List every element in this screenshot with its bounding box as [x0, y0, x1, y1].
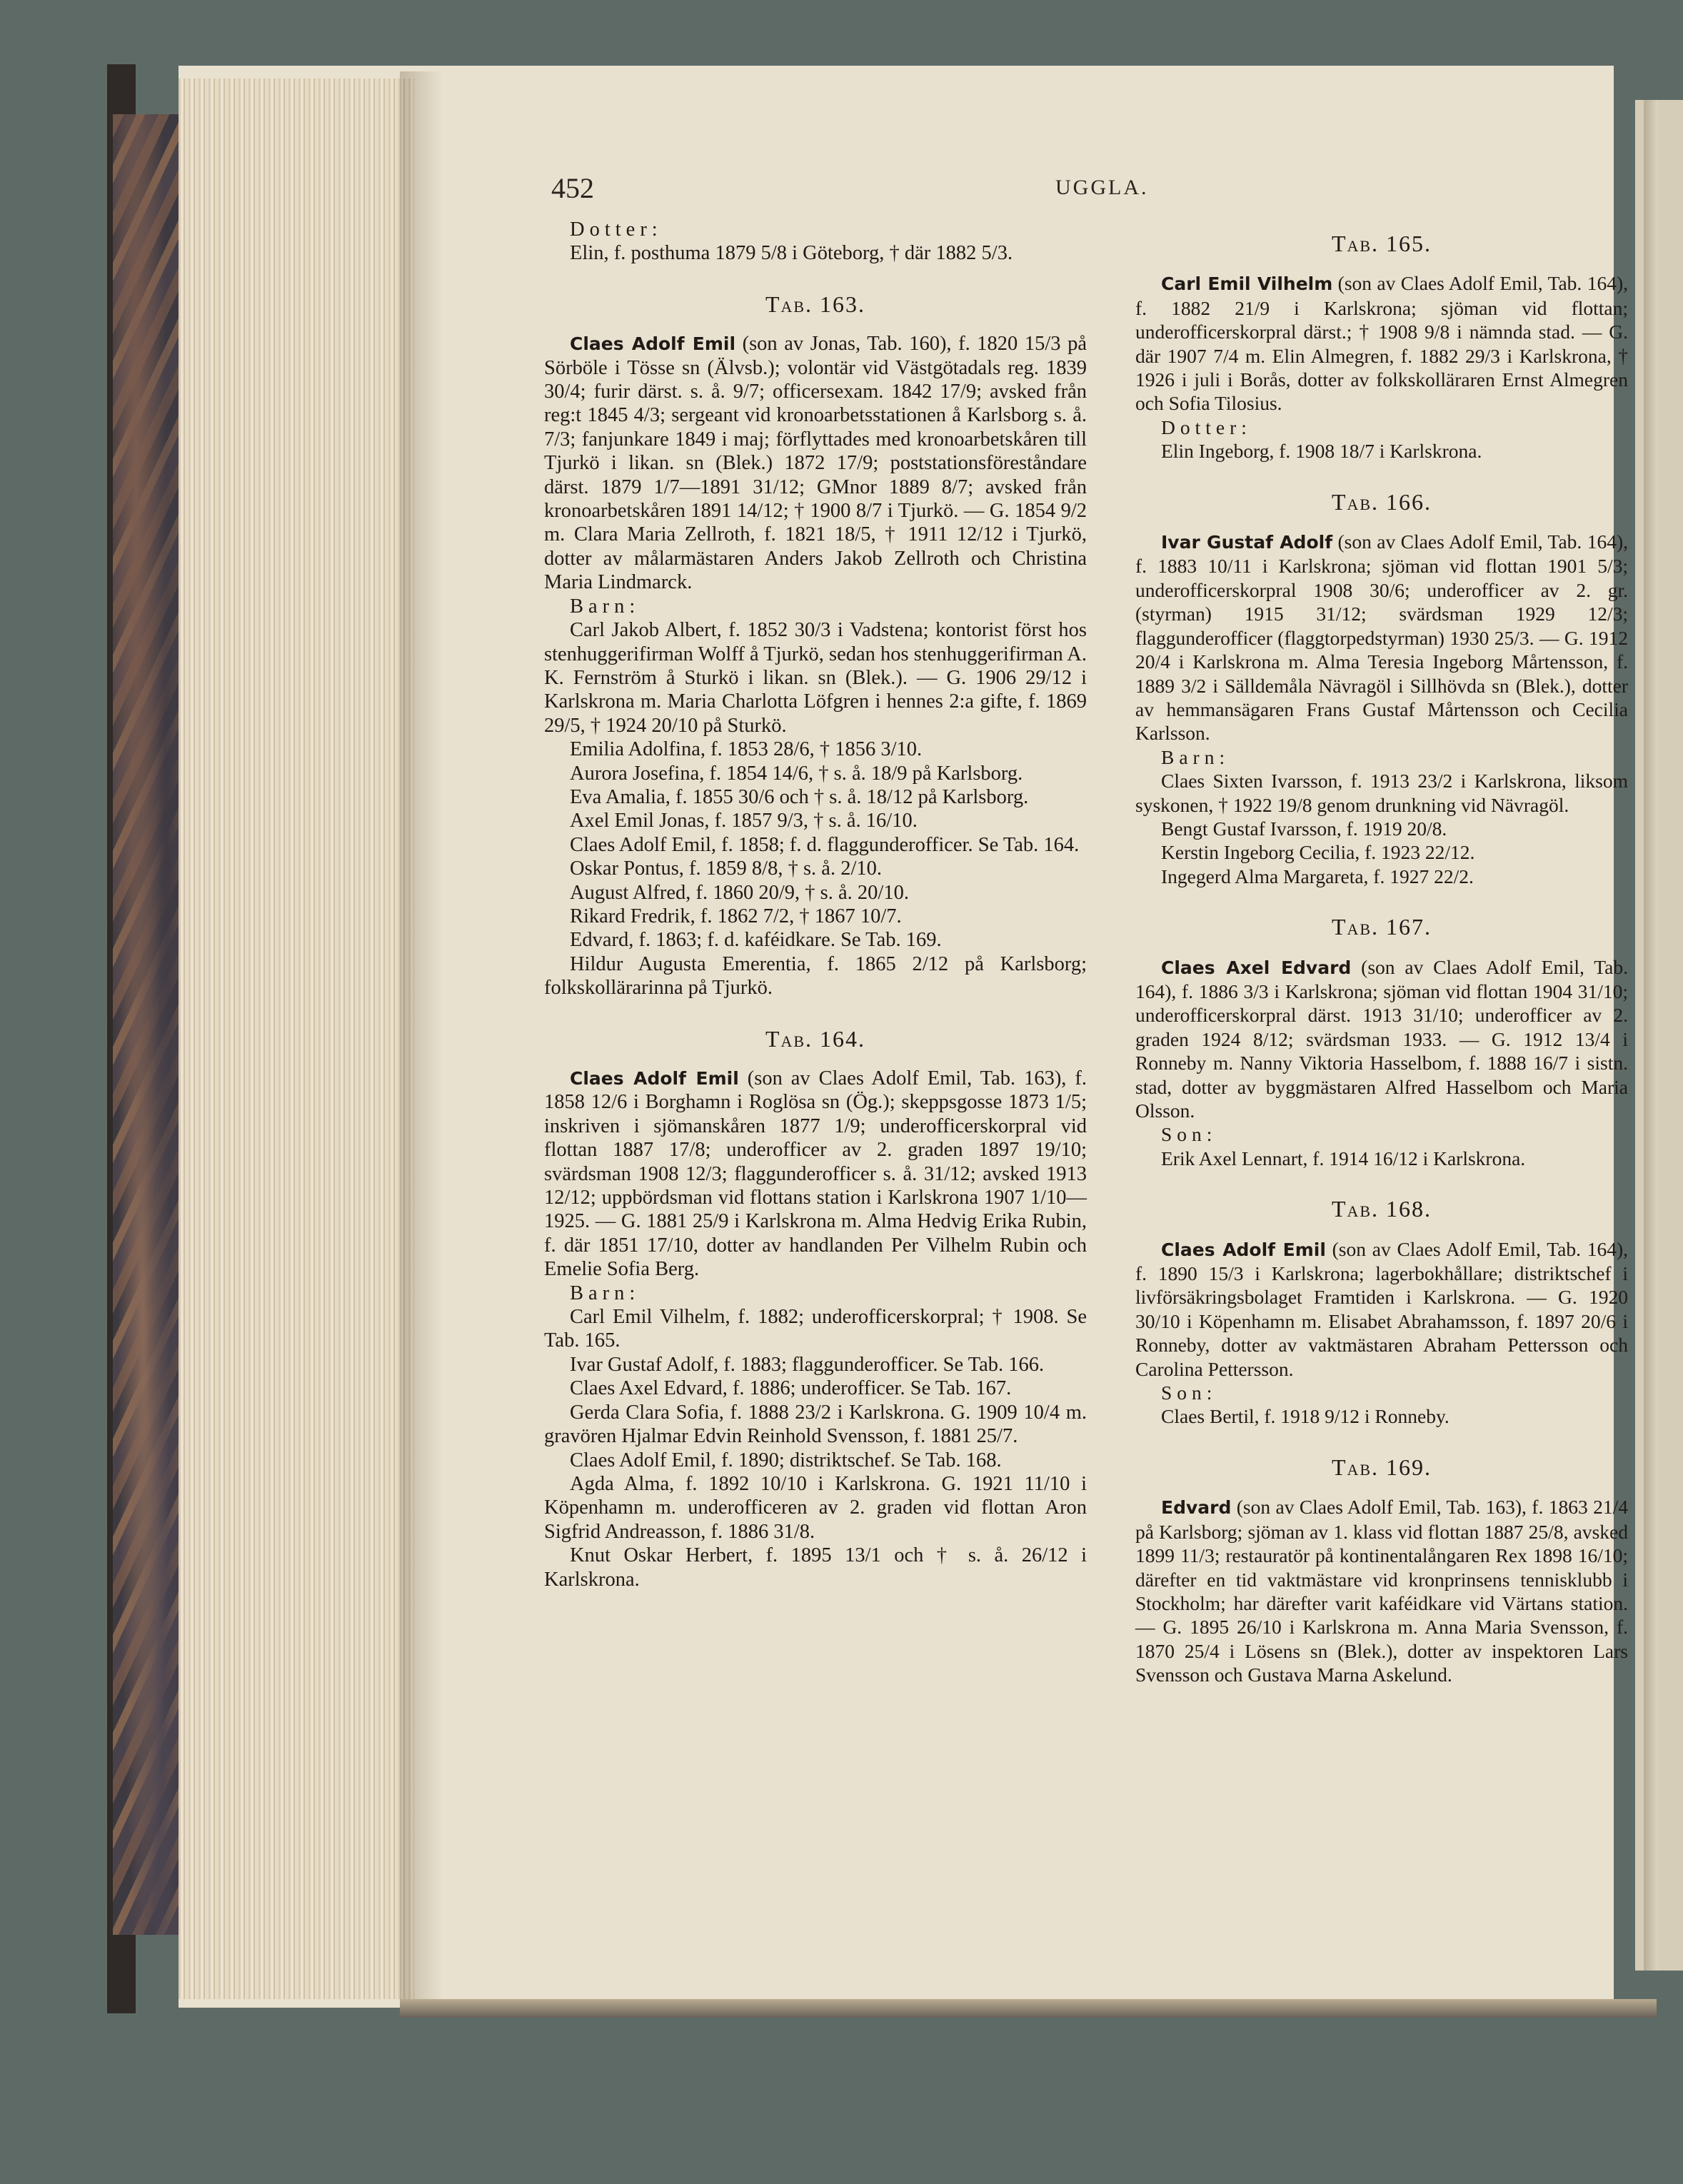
entry-name: Edvard [1161, 1497, 1232, 1519]
entry-child: Claes Axel Edvard, f. 1886; underofficer. Se Tab. 167. [570, 1377, 1012, 1400]
section-label: Dotter: [570, 218, 663, 241]
page-number: 452 [551, 172, 594, 204]
entry-child: Gerda Clara Sofia, f. 1888 23/2 i Karlskrona. G. 1909 10/4 m. gravören Hjalmar Edvin Reinhold Svensson, f. 1881 25/7. [544, 1401, 1087, 1448]
right-column [1135, 218, 1628, 1687]
entry-main [544, 1067, 1087, 1282]
entry-child: Claes Sixten Ivarsson, f. 1913 23/2 i Karlskrona, liksom syskonen, † 1922 19/8 genom drunkning vid Nävragöl. [1135, 770, 1628, 816]
entry-name: Claes Axel Edvard [1161, 957, 1352, 978]
entry-child: Rikard Fredrik, f. 1862 7/2, † 1867 10/7. [570, 905, 902, 927]
tab-166-entries [1135, 530, 1628, 888]
entry-child: Knut Oskar Herbert, f. 1895 13/1 och † s. å. 26/12 i Karlskrona. [544, 1544, 1087, 1591]
section-label: Barn: [570, 1282, 640, 1304]
entry-child: Agda Alma, f. 1892 10/10 i Karlskrona. G. 1921 11/10 i Köpenhamn m. underofficeren av 2. graden vid flottan Aron Sigfrid Andreasson, f. 1886 31/8. [544, 1472, 1087, 1543]
entry-child: Carl Emil Vilhelm, f. 1882; underofficerskorpral; † 1908. Se Tab. 165. [544, 1306, 1087, 1352]
tab-163-entries [544, 332, 1087, 1000]
entry-child: Bengt Gustaf Ivarsson, f. 1919 20/8. [1161, 817, 1447, 840]
entry-child: Aurora Josefina, f. 1854 14/6, † s. å. 18/9 på Karlsborg. [570, 762, 1023, 785]
entry-child: Axel Emil Jonas, f. 1857 9/3, † s. å. 16/10. [570, 810, 918, 832]
entry-child: Elin, f. posthuma 1879 5/8 i Göteborg, † där 1882 5/3. [570, 242, 1013, 265]
entry-name: Claes Adolf Emil [570, 1068, 739, 1089]
entry-main [1135, 1237, 1628, 1381]
entry-main [1135, 1495, 1628, 1686]
entry-child: Claes Bertil, f. 1918 9/12 i Ronneby. [1161, 1405, 1450, 1428]
entry-child: Ingegerd Alma Margareta, f. 1927 22/2. [1161, 865, 1474, 887]
tab-168-entries [1135, 1237, 1628, 1429]
entry-main [1135, 271, 1628, 415]
tab-167-entries [1135, 955, 1628, 1171]
tab-169-heading: Tab. 169. [1331, 1454, 1432, 1480]
entry-name: Claes Adolf Emil [1161, 1239, 1326, 1260]
running-head: UGGLA. [1055, 176, 1149, 199]
entry-main [1135, 530, 1628, 745]
page-stack-edge [179, 79, 414, 1999]
tab-165-heading: Tab. 165. [1331, 231, 1432, 256]
entry-text: (son av Claes Adolf Emil, Tab. 163), f. 1858 12/6 i Borghamn i Roglösa sn (Ög.); skeppsgosse 1873 1/5; inskriven i sjömanskåren 1877 1/9; underofficerskorpral vid flottan 1887 17/8; underofficer av 2. graden 1897 19/10; svärdsman 1908 12/3; flaggunderofficer s. å. 31/12; avsked 1913 12/12; uppbördsman vid flottans station i Karlskrona 1907 1/10—1925. — G. 1881 25/9 i Karlskrona m. Alma Hedvig Erika Rubin, f. där 1851 17/10, dotter av handlanden Per Vilhelm Rubin och Emelie Sofia Berg. [544, 1067, 1087, 1281]
tab-164-heading: Tab. 164. [765, 1025, 866, 1052]
tab-166-heading: Tab. 166. [1331, 488, 1432, 515]
entry-text: (son av Jonas, Tab. 160), f. 1820 15/3 på Sörböle i Tösse sn (Älvsb.); volontär vid Västgötadals reg. 1839 30/4; furir därst. s. å. 9/7; officersexam. 1842 17/9; avsked från reg:t 1845 4/3; sergeant vid kronoarbetsstationen å Karlsborg s. å. 7/3; fanjunkare 1849 i maj; förflyttades med kronoarbetskåren till Tjurkö i likan. sn (Blek.) 1872 17/9; poststationsföreståndare därst. 1879 1/7—1891 31/12; GMnor 1889 8/7; avsked från kronoarbetskåren 1891 14/12; † 1900 8/7 i Tjurkö. — G. 1854 9/2 m. Clara Maria Zellroth, f. 1821 18/5, † 1911 12/12 i Tjurkö, dotter av målarmästaren Anders Jakob Zellroth och Christina Maria Lindmarck. [544, 333, 1087, 594]
entry-name: Ivar Gustaf Adolf [1161, 532, 1333, 553]
entry-child: Oskar Pontus, f. 1859 8/8, † s. å. 2/10. [570, 857, 882, 880]
entry-child: Emilia Adolfina, f. 1853 28/6, † 1856 3/10. [570, 738, 923, 761]
entry-text: (son av Claes Adolf Emil, Tab. 164), f. 1886 3/3 i Karlskrona; sjöman vid flottan 1904 31/10; underofficerskorpral därst. 1913 31/10; underofficer av 2. graden 1924 8/12; svärdsman 1933. — G. 1912 13/4 i Ronneby m. Nanny Viktoria Hasselbom, f. 1888 16/7 i sistn. stad, dotter av byggmästaren Alfred Hasselbom och Maria Olsson. [1135, 955, 1628, 1122]
entry-child: Ivar Gustaf Adolf, f. 1883; flaggunderofficer. Se Tab. 166. [570, 1353, 1045, 1376]
entry-text: (son av Claes Adolf Emil, Tab. 163), f. 1863 21/4 på Karlsborg; sjöman av 1. klass vid flottan 1887 25/8, avsked 1899 11/3; restauratör på kontinentalångaren Rex 1898 16/10; därefter en tid vaktmästare vid kronprinsens tennisklubb i Stockholm; har därefter varit kaféidkare vid Värtans station. — G. 1895 26/10 i Karlskrona m. Anna Maria Svensson, f. 1870 25/4 i Lösens sn (Blek.), dotter av inspektoren Lars Svensson och Gustava Marna Askelund. [1135, 1496, 1628, 1686]
entry-child: Kerstin Ingeborg Cecilia, f. 1923 22/12. [1161, 841, 1475, 864]
entry-name: Claes Adolf Emil [570, 333, 736, 355]
entry-child: August Alfred, f. 1860 20/9, † s. å. 20/10. [570, 881, 909, 904]
section-label: Son: [1161, 1382, 1217, 1404]
entry-text: (son av Claes Adolf Emil, Tab. 164), f. 1882 21/9 i Karlskrona; sjöman vid flottan; underofficerskorpral därst.; † 1908 9/8 i nämnda stad. — G. där 1907 7/4 m. Elin Almegren, f. 1882 29/3 i Karlskrona, † 1926 i juli i Borås, dotter av folkskolläraren Ernst Almegren och Sofia Tilosius. [1135, 272, 1628, 415]
tab-164-entries [544, 1067, 1087, 1591]
section-label: Son: [1161, 1123, 1217, 1146]
entry-main [544, 332, 1087, 594]
entry-text: (son av Claes Adolf Emil, Tab. 164), f. 1883 10/11 i Karlskrona; sjöman vid flottan 1901 5/3; underofficerskorpral 1908 30/6; underofficer av 2. gr. (styrman) 1915 31/12; svärdsman 1929 12/3; flaggunderofficer (flaggtorpedstyrman) 1930 25/3. — G. 1912 20/4 i Karlskrona m. Alma Teresia Ingeborg Mårtensson, f. 1889 3/2 i Sälldemåla Nävragöl i Sillhövda sn (Blek.), dotter av hemmansägaren Frans Gustaf Mårtensson och Cecilia Karlsson. [1135, 530, 1628, 745]
entry-child: Carl Jakob Albert, f. 1852 30/3 i Vadstena; kontorist först hos stenhuggerifirman Wolff å Tjurkö, sedan hos stenhuggerifirman A. K. Fernström å Sturkö i likan. sn (Blek.). — G. 1906 29/12 i Karlskrona m. Maria Charlotta Löfgren i hennes 2:a gifte, f. 1869 29/5, † 1924 20/10 på Sturkö. [544, 619, 1087, 737]
tab-169-entries [1135, 1495, 1628, 1686]
entry-child: Eva Amalia, f. 1855 30/6 och † s. å. 18/12 på Karlsborg. [570, 785, 1029, 808]
tab-163-heading: Tab. 163. [765, 291, 866, 317]
entry-text: (son av Claes Adolf Emil, Tab. 164), f. 1890 15/3 i Karlskrona; lagerbokhållare; distriktschef i livförsäkringsbolaget Framtiden i Karlskrona. — G. 1920 30/10 i Köpenhamn m. Elisabet Abrahamsson, f. 1897 20/6 i Ronneby, dotter av vaktmästaren Abraham Pettersson och Carolina Pettersson. [1135, 1237, 1628, 1380]
left-column [544, 218, 1087, 1591]
tab-168-heading: Tab. 168. [1331, 1196, 1432, 1222]
block-dotter [544, 218, 1087, 266]
entry-child: Edvard, f. 1863; f. d. kaféidkare. Se Tab. 169. [570, 929, 942, 952]
gutter-shadow [400, 71, 443, 1999]
entry-child: Hildur Augusta Emerentia, f. 1865 2/12 på Karlsborg; folkskollärarinna på Tjurkö. [544, 952, 1087, 1000]
next-page-fold [1644, 100, 1658, 1971]
tab-167-heading: Tab. 167. [1331, 914, 1432, 940]
entry-name: Carl Emil Vilhelm [1161, 273, 1333, 295]
page-bottom-edge [400, 1999, 1657, 2018]
next-page-edge [1635, 100, 1683, 1971]
entry-child: Claes Adolf Emil, f. 1858; f. d. flaggunderofficer. Se Tab. 164. [570, 833, 1080, 856]
section-label: Dotter: [1161, 416, 1252, 438]
section-label: Barn: [1161, 745, 1230, 768]
tab-165-entries [1135, 271, 1628, 463]
entry-child: Claes Adolf Emil, f. 1890; distriktschef. Se Tab. 168. [570, 1449, 1002, 1471]
entry-main [1135, 955, 1628, 1123]
entry-child: Erik Axel Lennart, f. 1914 16/12 i Karlskrona. [1161, 1147, 1526, 1169]
section-label: Barn: [570, 595, 640, 618]
entry-child: Elin Ingeborg, f. 1908 18/7 i Karlskrona. [1161, 440, 1482, 463]
